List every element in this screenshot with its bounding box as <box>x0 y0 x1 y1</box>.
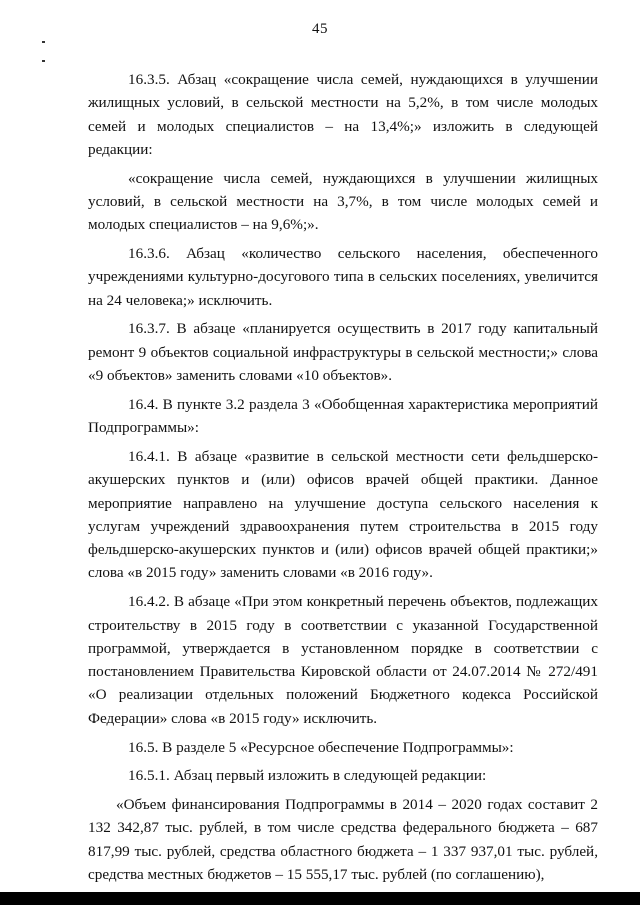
margin-mark <box>42 41 45 43</box>
paragraph-quote-16-3-5: «сокращение числа семей, нуждающихся в улучшении жилищных условий, в сельской местности на 3,7%, в том числе молодых семей и молодых специалистов – на 9,6%;». <box>88 169 598 234</box>
page-number: 45 <box>312 21 328 37</box>
paragraph-16-3-6: 16.3.6. Абзац «количество сельского населения, обеспеченного учреждениями культурно-досугового типа в сельских поселениях, увеличится на 24 человека;» исключить. <box>88 245 598 309</box>
paragraph-16-5-1: 16.5.1. Абзац первый изложить в следующей редакции: <box>128 767 487 785</box>
paragraph-16-4-2: 16.4.2. В абзаце «При этом конкретный перечень объектов, подлежащих строительству в 2015 году в соответствии с указанной Государственной программой, утверждается в установленном порядке в соответствии с постановлением Правительства Кировской области от 24.07.2014 № 272/491 «О реализации отдельных положений Бюджетного кодекса Российской Федерации» слова «в 2015 году» исключить. <box>88 593 598 727</box>
paragraph-16-3-5: 16.3.5. Абзац «сокращение числа семей, нуждающихся в улучшении жилищных условий, в сельской местности на 5,2%, в том числе молодых семей и молодых специалистов – на 13,4%;» изложить в следующей редакции: <box>88 71 598 158</box>
margin-mark <box>42 60 45 62</box>
paragraph-quote-16-5-1: «Объем финансирования Подпрограммы в 2014 – 2020 годах составит 2 132 342,87 тыс. рублей, в том числе средства федерального бюджета – 687 817,99 тыс. рублей, средства областного бюджета – 1 337 937,01 тыс. рублей, средства местных бюджетов – 15 555,17 тыс. рублей (по соглашению), <box>88 796 598 883</box>
paragraph-16-4: 16.4. В пункте 3.2 раздела 3 «Обобщенная характеристика мероприятий Подпрограммы»: <box>88 395 598 437</box>
paragraph-16-4-1: 16.4.1. В абзаце «развитие в сельской местности сети фельдшерско-акушерских пунктов и (или) офисов врачей общей практики. Данное мероприятие направлено на улучшение доступа сельского населения к услугам учреждений здравоохранения путем строительства в 2015 году фельдшерско-акушерских пунктов и (или) офисов врачей общей практики;» слова «в 2015 году» заменить словами «в 2016 году». <box>88 447 598 582</box>
paragraph-16-5: 16.5. В разделе 5 «Ресурсное обеспечение Подпрограммы»: <box>128 738 514 756</box>
document-body <box>88 68 598 892</box>
scan-bottom-edge <box>0 892 640 905</box>
paragraph-16-3-7: 16.3.7. В абзаце «планируется осуществить в 2017 году капитальный ремонт 9 объектов социальной инфраструктуры в сельской местности;» слова «9 объектов» заменить словами «10 объектов». <box>88 320 598 385</box>
